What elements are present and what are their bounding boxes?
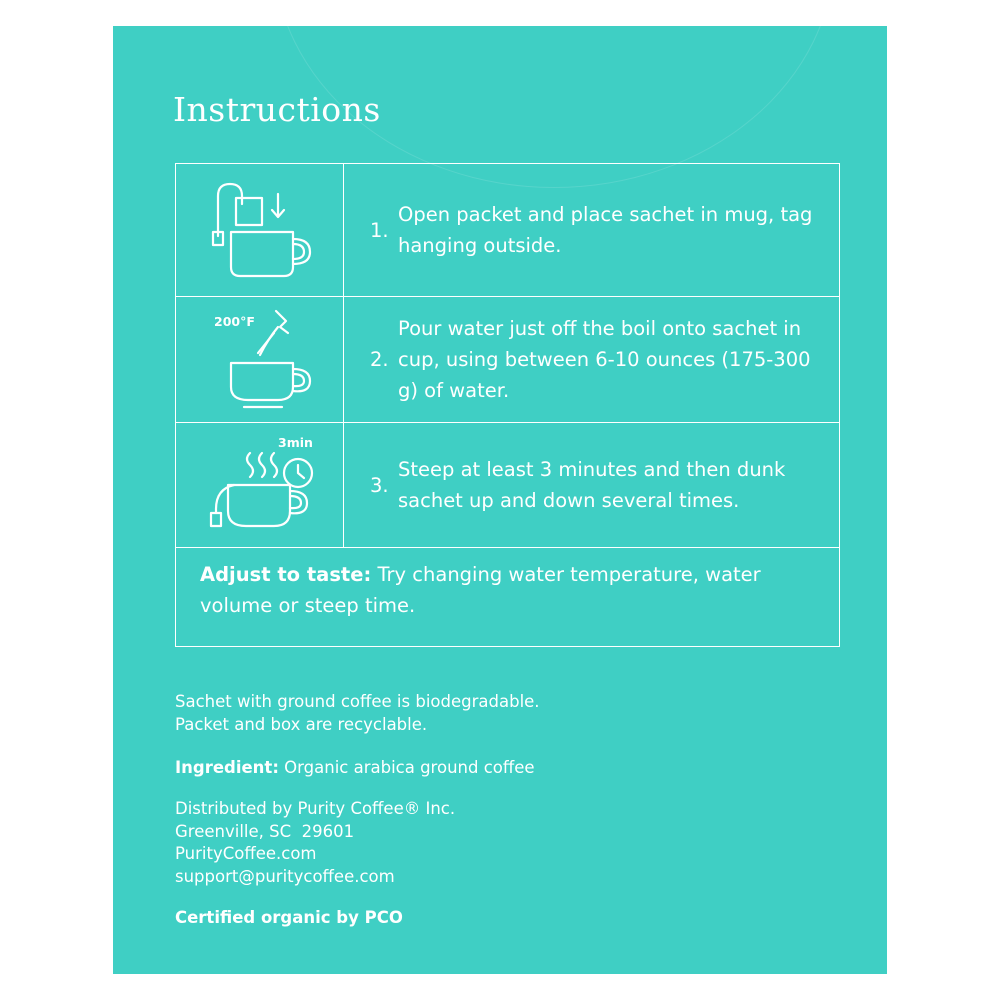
step-3-text-cell xyxy=(371,423,821,547)
step-1-icon-cell xyxy=(176,164,344,296)
step-1-text-cell xyxy=(371,164,821,296)
step-3-icon-cell xyxy=(176,423,344,547)
distributor-info xyxy=(175,798,455,888)
temperature-label: 200°F xyxy=(214,314,255,329)
eco-line-1: Sachet with ground coffee is biodegradable. xyxy=(175,692,540,711)
step-3-number: 3. xyxy=(370,473,389,497)
step-row-3 xyxy=(176,423,839,548)
adjust-label: Adjust to taste: xyxy=(200,563,372,586)
instructions-title: Instructions xyxy=(173,90,381,129)
eco-line-2: Packet and box are recyclable. xyxy=(175,714,428,734)
step-3-text: Steep at least 3 minutes and then dunk sachet up and down several times. xyxy=(398,458,786,512)
step-2-number: 2. xyxy=(370,348,389,371)
step-row-1 xyxy=(176,164,839,297)
step-1-text: Open packet and place sachet in mug, tag hanging outside. xyxy=(398,203,813,257)
instructions-table xyxy=(175,163,840,647)
step-row-2 xyxy=(176,297,839,423)
distributor-line-2: Greenville, SC 29601 xyxy=(175,821,355,841)
timer-label: 3min xyxy=(278,435,313,450)
distributor-line-1: Distributed by Purity Coffee® Inc. xyxy=(175,799,456,818)
sachet-into-mug-icon xyxy=(176,164,343,297)
certification xyxy=(175,907,403,930)
ingredient-label: Ingredient: xyxy=(175,758,279,777)
steeping-timer-icon xyxy=(176,423,343,548)
package-panel xyxy=(113,26,887,974)
pour-water-icon xyxy=(176,297,343,423)
step-2-icon-cell xyxy=(176,297,344,422)
support-email: support@puritycoffee.com xyxy=(175,866,395,886)
website: PurityCoffee.com xyxy=(175,844,317,863)
adjust-to-taste xyxy=(200,559,820,621)
step-2-text-cell xyxy=(371,297,821,422)
ingredient-text: Organic arabica ground coffee xyxy=(284,758,535,777)
step-1-number: 1. xyxy=(370,218,389,242)
certified-text: Certified organic by PCO xyxy=(175,908,403,927)
step-2-text: Pour water just off the boil onto sachet in cup, using between 6-10 ounces (175-300 g) of water. xyxy=(398,317,811,402)
adjust-text: Try changing water temperature, water volume or steep time. xyxy=(200,563,761,617)
eco-info xyxy=(175,691,540,736)
ingredient-info xyxy=(175,757,535,780)
